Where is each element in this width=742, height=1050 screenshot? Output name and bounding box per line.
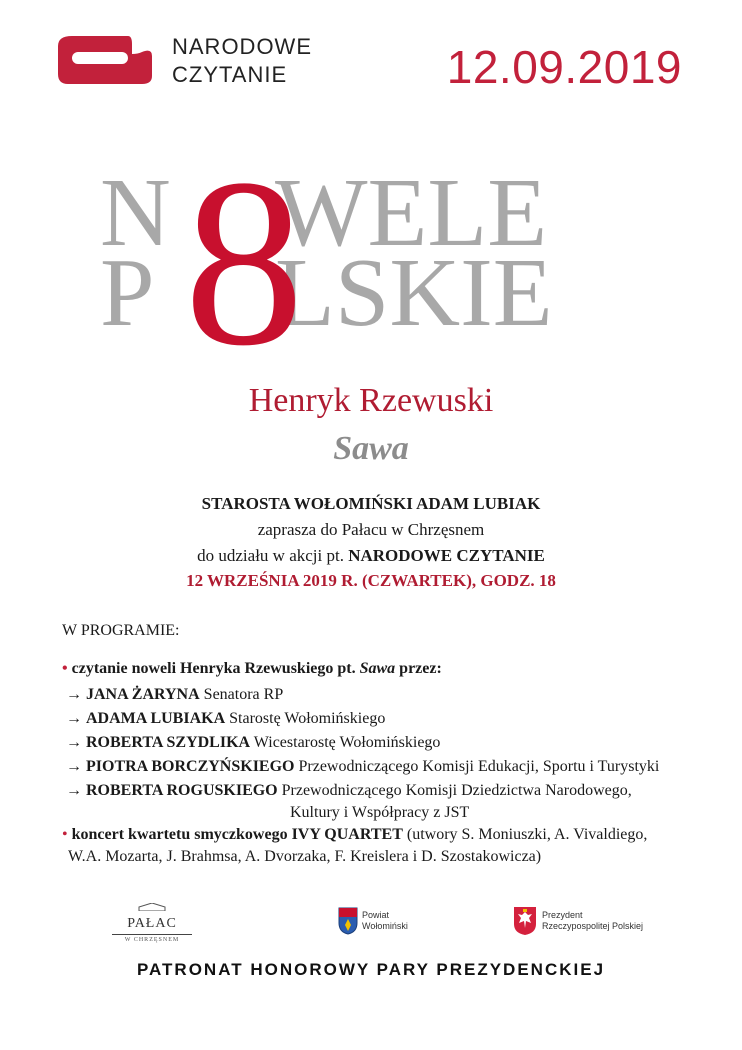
powiat-crest-icon	[338, 907, 358, 935]
invite-line-1: STAROSTA WOŁOMIŃSKI ADAM LUBIAK	[201, 494, 541, 513]
invite-line-3-bold: NARODOWE CZYTANIE	[348, 546, 545, 565]
guest-item	[66, 734, 440, 752]
polish-eagle-icon	[513, 906, 537, 936]
logo-line-2: CZYTANIE	[172, 62, 288, 87]
bullet-dot: •	[62, 660, 68, 677]
author-name: Henryk Rzewuski	[248, 382, 494, 419]
concert-title: koncert kwartetu smyczkowego IVY QUARTET	[71, 826, 403, 843]
guest-name: ADAMA LUBIAKA	[86, 710, 226, 727]
title-lskie: LSKIE	[275, 239, 553, 347]
title-nowele-polskie	[100, 165, 640, 355]
guest-role-continuation: Kultury i Współpracy z JST	[290, 804, 470, 821]
guest-role: Przewodniczącego Komisji Edukacji, Sportu i Turystyki	[298, 758, 660, 775]
concert-details: (utwory S. Moniuszki, A. Vivaldiego,	[406, 826, 648, 843]
title-letter-n: N	[100, 165, 171, 267]
logo-line-1: NARODOWE	[172, 34, 312, 59]
prezydent-text	[542, 910, 643, 932]
guest-name: ROBERTA SZYDLIKA	[86, 734, 251, 751]
bullet-dot: •	[62, 826, 68, 843]
guest-item	[66, 686, 283, 704]
patronat-footer: PATRONAT HONOROWY PARY PREZYDENCKIEJ	[136, 960, 606, 979]
arrow-icon: →	[66, 686, 82, 703]
powiat-text	[362, 910, 408, 932]
program-heading: W PROGRAMIE:	[62, 622, 180, 639]
guest-item	[66, 710, 385, 728]
palac-subtitle: W CHRZĘSNEM	[124, 937, 180, 943]
invite-line-3-prefix: do udziału w akcji pt.	[197, 546, 344, 565]
arrow-icon: →	[66, 758, 82, 775]
palac-building-icon	[137, 903, 167, 911]
palac-logo	[108, 898, 196, 943]
invite-line-3	[0, 546, 742, 566]
invite-line-2: zaprasza do Pałacu w Chrzęsnem	[257, 520, 485, 539]
program-item-reading	[62, 660, 442, 678]
guest-item	[66, 758, 659, 776]
title-wele: WELE	[275, 165, 548, 267]
concert-details-continuation: W.A. Mozarta, J. Brahmsa, A. Dvorzaka, F. Kreislera i D. Szostakowicza)	[68, 848, 542, 865]
title-digit-8: 8	[184, 165, 304, 355]
guest-item	[66, 782, 632, 800]
arrow-icon: →	[66, 734, 82, 751]
prezydent-line-2: Rzeczypospolitej Polskiej	[542, 921, 644, 931]
invite-date-time: 12 WRZEŚNIA 2019 R. (CZWARTEK), GODZ. 18	[186, 571, 556, 590]
narodowe-czytanie-book-icon	[58, 36, 154, 84]
reading-suffix: przez:	[399, 660, 442, 677]
palac-name: PAŁAC	[127, 916, 177, 931]
guest-role: Starostę Wołomińskiego	[229, 710, 386, 727]
reading-prefix: czytanie noweli Henryka Rzewuskiego pt.	[71, 660, 356, 677]
work-title: Sawa	[333, 430, 409, 467]
guest-name: PIOTRA BORCZYŃSKIEGO	[86, 758, 295, 775]
powiat-line-2: Wołomiński	[362, 921, 408, 931]
reading-title: Sawa	[359, 660, 396, 677]
program-item-concert	[62, 826, 647, 844]
powiat-line-1: Powiat	[362, 910, 390, 920]
palac-divider	[112, 934, 192, 935]
arrow-icon: →	[66, 782, 82, 799]
guest-role: Wicestarostę Wołomińskiego	[253, 734, 441, 751]
event-date: 12.09.2019	[446, 41, 682, 93]
prezydent-line-1: Prezydent	[542, 910, 583, 920]
logo-text	[172, 33, 312, 89]
guest-name: JANA ŻARYNA	[86, 686, 200, 703]
arrow-icon: →	[66, 710, 82, 727]
guest-name: ROBERTA ROGUSKIEGO	[86, 782, 278, 799]
guest-role: Przewodniczącego Komisji Dziedzictwa Narodowego,	[281, 782, 632, 799]
title-letter-p: P	[100, 239, 155, 347]
guest-role: Senatora RP	[203, 686, 284, 703]
